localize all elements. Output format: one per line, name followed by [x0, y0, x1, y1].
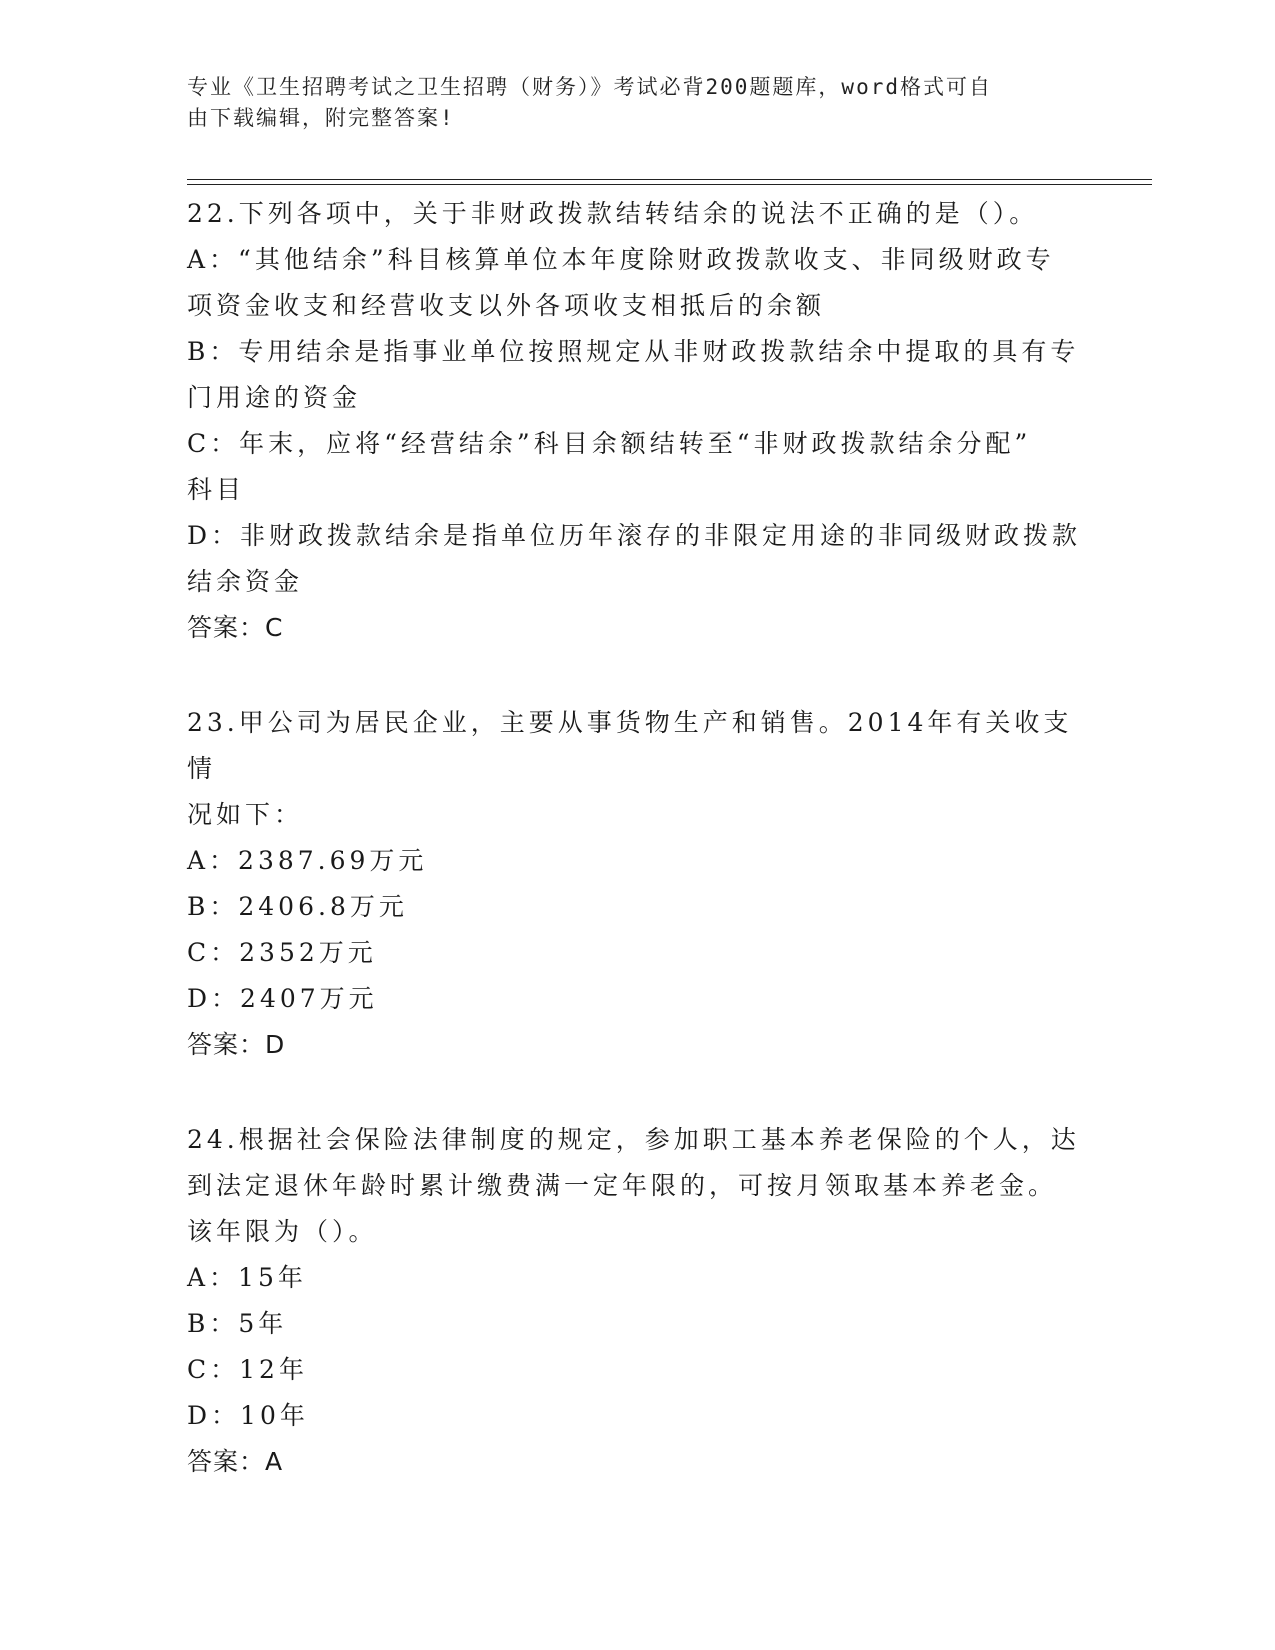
option-line: D：非财政拨款结余是指单位历年滚存的非限定用途的非同级财政拨款 [187, 521, 1082, 550]
option-line: 项资金收支和经营收支以外各项收支相抵后的余额 [187, 291, 826, 320]
option-line: A：“其他结余”科目核算单位本年度除财政拨款收支、非同级财政专 [187, 245, 1055, 274]
option-b [187, 329, 1087, 421]
option-line: A：2387.69万元 [187, 846, 428, 875]
option-line: 科目 [187, 475, 246, 504]
option-line: B：专用结余是指事业单位按照规定从非财政拨款结余中提取的具有专 [187, 337, 1080, 366]
option-b [187, 884, 1087, 930]
option-b [187, 1301, 1087, 1347]
option-line: B：5年 [187, 1309, 288, 1338]
option-line: D：10年 [187, 1401, 309, 1430]
option-line: C：12年 [187, 1355, 308, 1384]
header-divider-bottom [187, 184, 1152, 185]
question-stem-line: 24.根据社会保险法律制度的规定，参加职工基本养老保险的个人，达 [187, 1125, 1080, 1154]
option-c [187, 930, 1087, 976]
option-d [187, 513, 1087, 605]
option-c [187, 421, 1087, 513]
option-line: C：2352万元 [187, 938, 377, 967]
answer-label: 答案：C [187, 613, 284, 642]
option-line: C：年末，应将“经营结余”科目余额结转至“非财政拨款结余分配” [187, 429, 1032, 458]
document-header [187, 72, 1067, 134]
answer-label: 答案：A [187, 1447, 284, 1476]
question-23 [187, 700, 1087, 1068]
header-line-1: 专业《卫生招聘考试之卫生招聘（财务）》考试必背200题题库，word格式可自 [187, 75, 992, 99]
option-d [187, 976, 1087, 1022]
question-list [187, 191, 1087, 1534]
option-a [187, 237, 1087, 329]
option-line: A：15年 [187, 1263, 307, 1292]
header-divider-top [187, 179, 1152, 180]
option-c [187, 1347, 1087, 1393]
question-stem-line: 况如下： [187, 800, 304, 829]
question-stem-line: 23.甲公司为居民企业，主要从事货物生产和销售。2014年有关收支情 [187, 708, 1073, 783]
option-a [187, 838, 1087, 884]
question-22 [187, 191, 1087, 651]
option-line: 门用途的资金 [187, 383, 362, 412]
question-stem-line: 到法定退休年龄时累计缴费满一定年限的，可按月领取基本养老金。 [187, 1171, 1058, 1200]
question-stem-line: 该年限为（）。 [187, 1217, 378, 1246]
option-line: 结余资金 [187, 567, 304, 596]
option-line: D：2407万元 [187, 984, 378, 1013]
option-a [187, 1255, 1087, 1301]
option-d [187, 1393, 1087, 1439]
question-24 [187, 1117, 1087, 1485]
header-line-2: 由下载编辑，附完整答案! [187, 106, 455, 130]
answer-label: 答案：D [187, 1030, 286, 1059]
option-line: B：2406.8万元 [187, 892, 408, 921]
question-stem-line: 22.下列各项中，关于非财政拨款结转结余的说法不正确的是（）。 [187, 199, 1039, 228]
